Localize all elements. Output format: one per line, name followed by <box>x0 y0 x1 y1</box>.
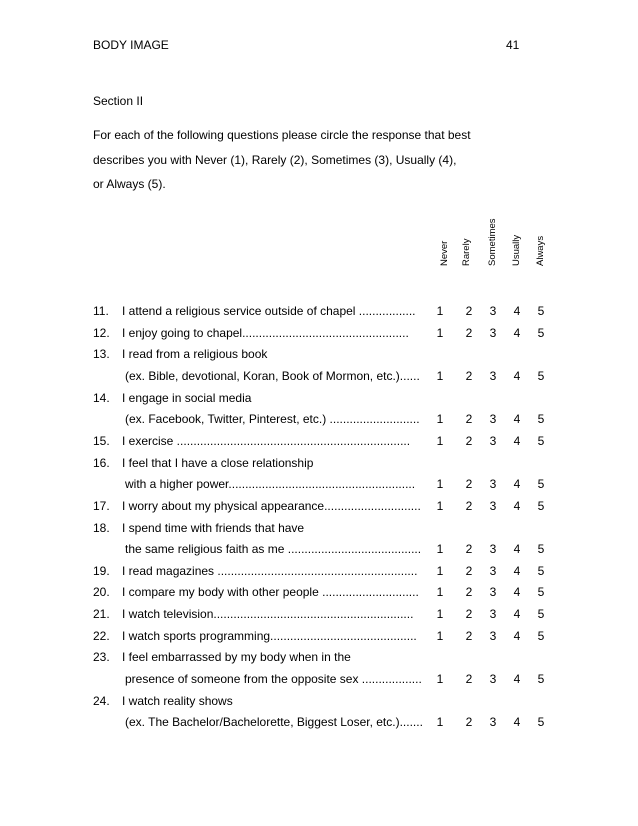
page-number: 41 <box>506 38 520 52</box>
response-option-never[interactable]: 1 <box>436 304 444 318</box>
response-option-sometimes[interactable]: 3 <box>489 325 497 340</box>
running-head: BODY IMAGE <box>93 38 169 52</box>
response-option-usually[interactable]: 4 <box>513 368 521 383</box>
question-text: I watch sports programming............................................ <box>122 628 417 643</box>
response-option-rarely[interactable]: 2 <box>465 477 473 492</box>
response-option-always[interactable]: 5 <box>537 672 545 687</box>
response-option-sometimes[interactable]: 3 <box>489 628 497 643</box>
question-text: I exercise ...................................................................... <box>122 433 411 448</box>
question-number: 13. <box>93 347 110 362</box>
question-number: 14. <box>93 390 110 405</box>
response-option-usually[interactable]: 4 <box>513 715 521 730</box>
response-option-never[interactable]: 1 <box>436 368 444 383</box>
response-option-never[interactable]: 1 <box>436 433 444 448</box>
response-option-never[interactable]: 1 <box>436 563 444 578</box>
scale-label-never: Never <box>439 240 450 266</box>
response-option-always[interactable]: 5 <box>537 433 545 448</box>
question-text: with a higher power........................................................ <box>125 477 416 492</box>
response-option-usually[interactable]: 4 <box>513 628 521 643</box>
response-option-rarely[interactable]: 2 <box>465 412 473 427</box>
response-option-usually[interactable]: 4 <box>513 542 521 557</box>
question-number: 16. <box>93 455 110 470</box>
scale-label-always: Always <box>535 235 546 266</box>
instructions-line-3: or Always (5). <box>93 177 166 191</box>
question-text: I feel embarrassed by my body when in the <box>122 650 351 665</box>
response-option-always[interactable]: 5 <box>537 368 545 383</box>
response-option-usually[interactable]: 4 <box>513 325 521 340</box>
question-number: 12. <box>93 325 110 340</box>
question-number: 17. <box>93 498 110 513</box>
response-option-usually[interactable]: 4 <box>513 563 521 578</box>
response-option-always[interactable]: 5 <box>537 304 545 318</box>
question-text: I spend time with friends that have <box>122 520 305 535</box>
response-option-rarely[interactable]: 2 <box>465 368 473 383</box>
response-option-sometimes[interactable]: 3 <box>489 563 497 578</box>
response-option-never[interactable]: 1 <box>436 715 444 730</box>
scale-label-sometimes: Sometimes <box>487 218 498 266</box>
response-option-always[interactable]: 5 <box>537 715 545 730</box>
response-option-always[interactable]: 5 <box>537 498 545 513</box>
question-number: 11. <box>93 304 109 318</box>
response-option-never[interactable]: 1 <box>436 628 444 643</box>
question-text: presence of someone from the opposite sex .................. <box>125 672 422 687</box>
response-option-always[interactable]: 5 <box>537 412 545 427</box>
response-option-rarely[interactable]: 2 <box>465 607 473 622</box>
scale-label-rarely: Rarely <box>461 238 472 266</box>
response-option-sometimes[interactable]: 3 <box>489 715 497 730</box>
response-option-sometimes[interactable]: 3 <box>489 585 497 600</box>
response-option-never[interactable]: 1 <box>436 542 444 557</box>
response-option-never[interactable]: 1 <box>436 325 444 340</box>
response-option-rarely[interactable]: 2 <box>465 542 473 557</box>
question-text: (ex. Facebook, Twitter, Pinterest, etc.) ........................... <box>125 412 420 427</box>
response-option-sometimes[interactable]: 3 <box>489 368 497 383</box>
question-text: I watch television............................................................ <box>122 607 414 622</box>
response-option-always[interactable]: 5 <box>537 607 545 622</box>
response-option-sometimes[interactable]: 3 <box>489 433 497 448</box>
instructions-line-1: For each of the following questions please circle the response that best <box>93 128 471 142</box>
question-number: 19. <box>93 563 110 578</box>
response-option-rarely[interactable]: 2 <box>465 433 473 448</box>
question-text: I enjoy going to chapel.................................................. <box>122 325 409 340</box>
question-text: I read from a religious book <box>122 347 268 362</box>
question-number: 18. <box>93 520 110 535</box>
response-option-always[interactable]: 5 <box>537 477 545 492</box>
question-text: (ex. Bible, devotional, Koran, Book of Mormon, etc.)...... <box>125 368 420 383</box>
response-option-sometimes[interactable]: 3 <box>489 542 497 557</box>
response-option-never[interactable]: 1 <box>436 477 444 492</box>
response-option-never[interactable]: 1 <box>436 585 444 600</box>
response-option-usually[interactable]: 4 <box>513 672 521 687</box>
response-option-usually[interactable]: 4 <box>513 412 521 427</box>
question-number: 22. <box>93 628 110 643</box>
response-option-never[interactable]: 1 <box>436 672 444 687</box>
response-option-never[interactable]: 1 <box>436 498 444 513</box>
question-text: (ex. The Bachelor/Bachelorette, Biggest Loser, etc.)....... <box>125 715 423 730</box>
scale-label-usually: Usually <box>511 234 522 266</box>
response-option-never[interactable]: 1 <box>436 607 444 622</box>
response-option-rarely[interactable]: 2 <box>465 563 473 578</box>
question-text: the same religious faith as me ........................................ <box>125 542 422 557</box>
response-option-always[interactable]: 5 <box>537 542 545 557</box>
response-option-sometimes[interactable]: 3 <box>489 607 497 622</box>
response-option-usually[interactable]: 4 <box>513 585 521 600</box>
question-number: 21. <box>93 607 110 622</box>
question-text: I feel that I have a close relationship <box>122 455 314 470</box>
response-option-always[interactable]: 5 <box>537 585 545 600</box>
response-option-sometimes[interactable]: 3 <box>489 498 497 513</box>
response-option-usually[interactable]: 4 <box>513 477 521 492</box>
section-title: Section II <box>93 94 144 108</box>
question-text: I watch reality shows <box>122 693 233 708</box>
response-option-always[interactable]: 5 <box>537 563 545 578</box>
response-option-always[interactable]: 5 <box>537 325 545 340</box>
response-option-rarely[interactable]: 2 <box>465 325 473 340</box>
response-option-sometimes[interactable]: 3 <box>489 412 497 427</box>
response-option-usually[interactable]: 4 <box>513 498 521 513</box>
question-number: 15. <box>93 433 110 448</box>
question-text: I attend a religious service outside of chapel ................. <box>122 304 416 318</box>
question-text: I compare my body with other people ............................. <box>122 585 419 600</box>
question-number: 24. <box>93 693 110 708</box>
response-option-rarely[interactable]: 2 <box>465 672 473 687</box>
response-option-rarely[interactable]: 2 <box>465 628 473 643</box>
question-number: 20. <box>93 585 110 600</box>
response-option-sometimes[interactable]: 3 <box>489 672 497 687</box>
response-option-sometimes[interactable]: 3 <box>489 304 497 318</box>
response-option-never[interactable]: 1 <box>436 412 444 427</box>
response-option-always[interactable]: 5 <box>537 628 545 643</box>
response-option-rarely[interactable]: 2 <box>465 585 473 600</box>
question-number: 23. <box>93 650 110 665</box>
response-option-usually[interactable]: 4 <box>513 304 521 318</box>
response-option-sometimes[interactable]: 3 <box>489 477 497 492</box>
question-text: I read magazines ............................................................ <box>122 563 418 578</box>
question-text: I engage in social media <box>122 390 252 405</box>
question-text: I worry about my physical appearance............................. <box>122 498 421 513</box>
response-option-rarely[interactable]: 2 <box>465 498 473 513</box>
response-option-usually[interactable]: 4 <box>513 433 521 448</box>
response-option-rarely[interactable]: 2 <box>465 715 473 730</box>
response-option-rarely[interactable]: 2 <box>465 304 473 318</box>
response-option-usually[interactable]: 4 <box>513 607 521 622</box>
instructions-line-2: describes you with Never (1), Rarely (2), Sometimes (3), Usually (4), <box>93 153 457 167</box>
